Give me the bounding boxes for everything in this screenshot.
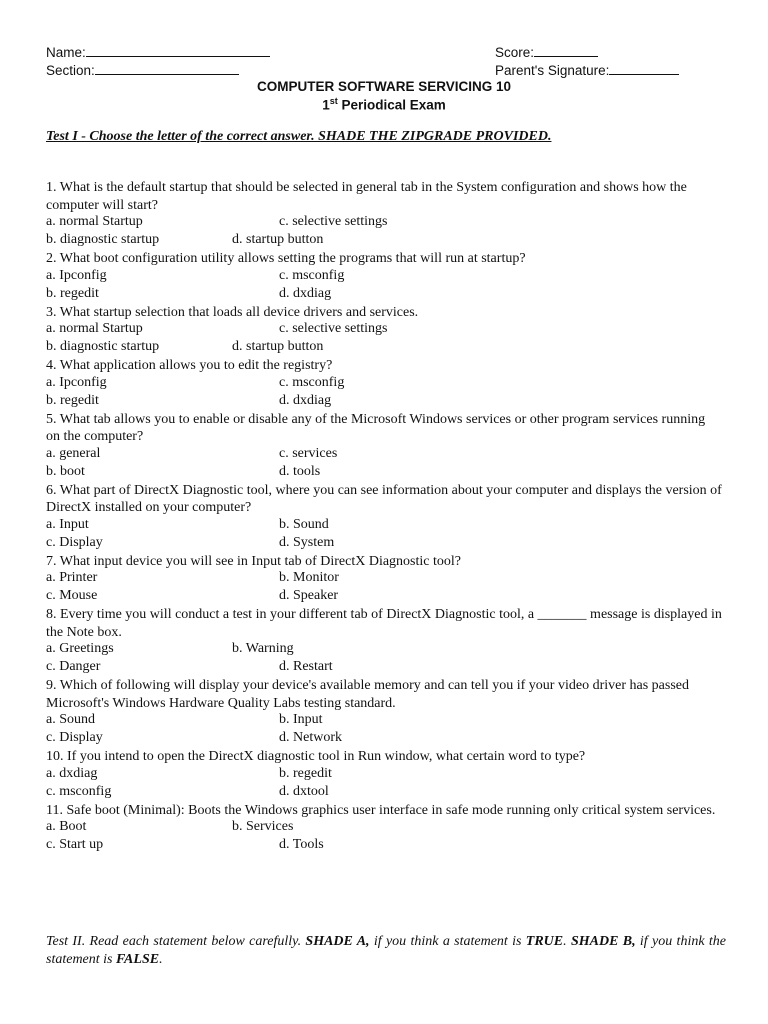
answer-row (46, 570, 722, 588)
question-item (46, 606, 722, 677)
answer-option: b. Services (232, 819, 294, 834)
question-text: 11. Safe boot (Minimal): Boots the Windows graphics user interface in safe mode running only critical system services. (46, 802, 716, 818)
question-text: 10. If you intend to open the DirectX diagnostic tool in Run window, what certain word to type? (46, 749, 586, 764)
question-text: 5. What tab allows you to enable or disable any of the Microsoft Windows services or other program services running on the computer? (46, 411, 706, 444)
answer-option: d. dxdiag (279, 285, 332, 301)
question-text: 7. What input device you will see in Input tab of DirectX Diagnostic tool? (46, 553, 461, 569)
test2-text: if you think a statement is (369, 934, 526, 949)
answer-row (46, 214, 722, 232)
section-label: Section: (46, 63, 95, 78)
answer-row (46, 766, 722, 784)
score-label: Score: (495, 45, 535, 60)
question-item (46, 802, 722, 856)
score-field (495, 44, 598, 60)
answer-row (46, 286, 722, 304)
answer-option: d. Speaker (279, 588, 339, 603)
answer-option: c. Start up (46, 837, 104, 852)
answer-option: a. Ipconfig (46, 374, 107, 390)
answer-option: a. Ipconfig (46, 267, 107, 283)
score-blank (534, 44, 598, 57)
question-item (46, 250, 722, 304)
answer-row (46, 659, 722, 677)
answer-row (46, 393, 722, 411)
answer-option: c. msconfig (279, 374, 345, 390)
answer-row (46, 819, 722, 837)
answer-option: a. Boot (46, 819, 87, 834)
subtitle-number: 1 (322, 97, 330, 113)
answer-option: d. Restart (279, 659, 333, 674)
answer-row (46, 535, 722, 553)
answer-row (46, 641, 722, 659)
test2-shade-b: SHADE B, (570, 934, 636, 949)
test2-text: . (563, 934, 571, 949)
answer-option: a. Input (46, 516, 89, 532)
test2-label: Test II. (46, 934, 86, 949)
answer-option: d. System (279, 534, 335, 550)
answer-option: c. Danger (46, 659, 101, 674)
answer-option: c. msconfig (46, 783, 112, 799)
answer-option: b. Input (279, 712, 323, 727)
answer-row (46, 446, 722, 464)
answer-row (46, 588, 722, 606)
answer-option: b. diagnostic startup (46, 232, 160, 247)
answer-option: a. general (46, 445, 101, 461)
answer-row (46, 268, 722, 286)
answer-option: c. selective settings (279, 214, 388, 229)
question-text: 1. What is the default startup that should be selected in general tab in the System configuration and shows how the computer will start? (46, 180, 687, 213)
answer-row (46, 784, 722, 802)
section-field (46, 62, 239, 78)
answer-option: c. selective settings (279, 321, 388, 336)
question-text: 4. What application allows you to edit the registry? (46, 358, 333, 373)
answer-option: a. normal Startup (46, 321, 143, 336)
test2-shade-a: SHADE A, (305, 934, 370, 949)
answer-option: b. diagnostic startup (46, 339, 160, 354)
test2-instructions (46, 933, 726, 969)
answer-row (46, 517, 722, 535)
answer-option: c. services (279, 445, 338, 461)
question-text: 6. What part of DirectX Diagnostic tool, where you can see information about your computer and displays the version of DirectX installed on your computer? (46, 482, 722, 515)
question-text: 9. Which of following will display your device's available memory and can tell you if your video driver has passed Microsoft's Windows Hardware Quality Labs testing standard. (46, 678, 689, 711)
answer-row (46, 837, 722, 855)
subtitle-text: Periodical Exam (337, 97, 446, 113)
answer-row (46, 464, 722, 482)
question-text: 2. What boot configuration utility allows setting the programs that will run at startup? (46, 251, 526, 266)
answer-option: b. regedit (46, 392, 99, 408)
test2-text: if you think the statement is (46, 934, 726, 967)
answer-row (46, 375, 722, 393)
name-blank (86, 44, 270, 57)
test2-text: . (159, 952, 163, 967)
parent-signature-field (495, 62, 679, 78)
name-field (46, 44, 270, 60)
answer-option: b. Warning (232, 641, 294, 656)
answer-option: b. Monitor (279, 570, 339, 585)
test2-true: TRUE (525, 934, 564, 949)
section-blank (95, 62, 239, 75)
question-text: 3. What startup selection that loads all device drivers and services. (46, 304, 419, 320)
question-item (46, 411, 722, 482)
answer-option: b. Sound (279, 516, 329, 532)
answer-option: a. Printer (46, 570, 98, 585)
test2-text: Read each statement below carefully. (85, 934, 306, 949)
question-text: 8. Every time you will conduct a test in your different tab of DirectX Diagnostic tool, a _______ message is displayed in the Note box. (46, 607, 722, 640)
answer-option: c. Display (46, 730, 103, 745)
answer-option: b. regedit (279, 765, 332, 781)
answer-row (46, 712, 722, 730)
answer-row (46, 339, 722, 357)
answer-option: d. dxdiag (279, 392, 332, 408)
answer-option: a. normal Startup (46, 214, 143, 229)
answer-option: c. Mouse (46, 588, 98, 603)
answer-option: c. msconfig (279, 267, 345, 283)
answer-option: d. Network (279, 730, 342, 745)
question-item (46, 482, 722, 553)
answer-option: a. Greetings (46, 641, 114, 656)
answer-option: c. Display (46, 534, 103, 550)
answer-option: d. dxtool (279, 783, 329, 799)
answer-option: b. boot (46, 463, 85, 479)
answer-option: d. Tools (279, 837, 324, 852)
answer-option: d. startup button (232, 232, 324, 247)
parent-signature-blank (609, 62, 679, 75)
question-item (46, 357, 722, 411)
question-item (46, 179, 722, 250)
test2-false: FALSE (116, 952, 160, 967)
answer-option: d. startup button (232, 339, 324, 354)
question-item (46, 748, 722, 802)
answer-option: b. regedit (46, 285, 99, 301)
answer-row (46, 730, 722, 748)
question-list (46, 179, 722, 855)
exam-subtitle (0, 96, 768, 113)
parent-signature-label: Parent's Signature: (495, 63, 610, 78)
answer-option: a. dxdiag (46, 765, 98, 781)
answer-option: d. tools (279, 463, 321, 479)
test1-instructions: Test I - Choose the letter of the correct answer. SHADE THE ZIPGRADE PROVIDED. (46, 129, 552, 144)
answer-option: a. Sound (46, 712, 95, 727)
question-item (46, 304, 722, 358)
question-item (46, 677, 722, 748)
question-item (46, 553, 722, 607)
answer-row (46, 232, 722, 250)
subtitle-ordinal: st (329, 96, 338, 106)
exam-title: COMPUTER SOFTWARE SERVICING 10 (256, 79, 512, 94)
name-label: Name: (46, 45, 86, 60)
answer-row (46, 321, 722, 339)
